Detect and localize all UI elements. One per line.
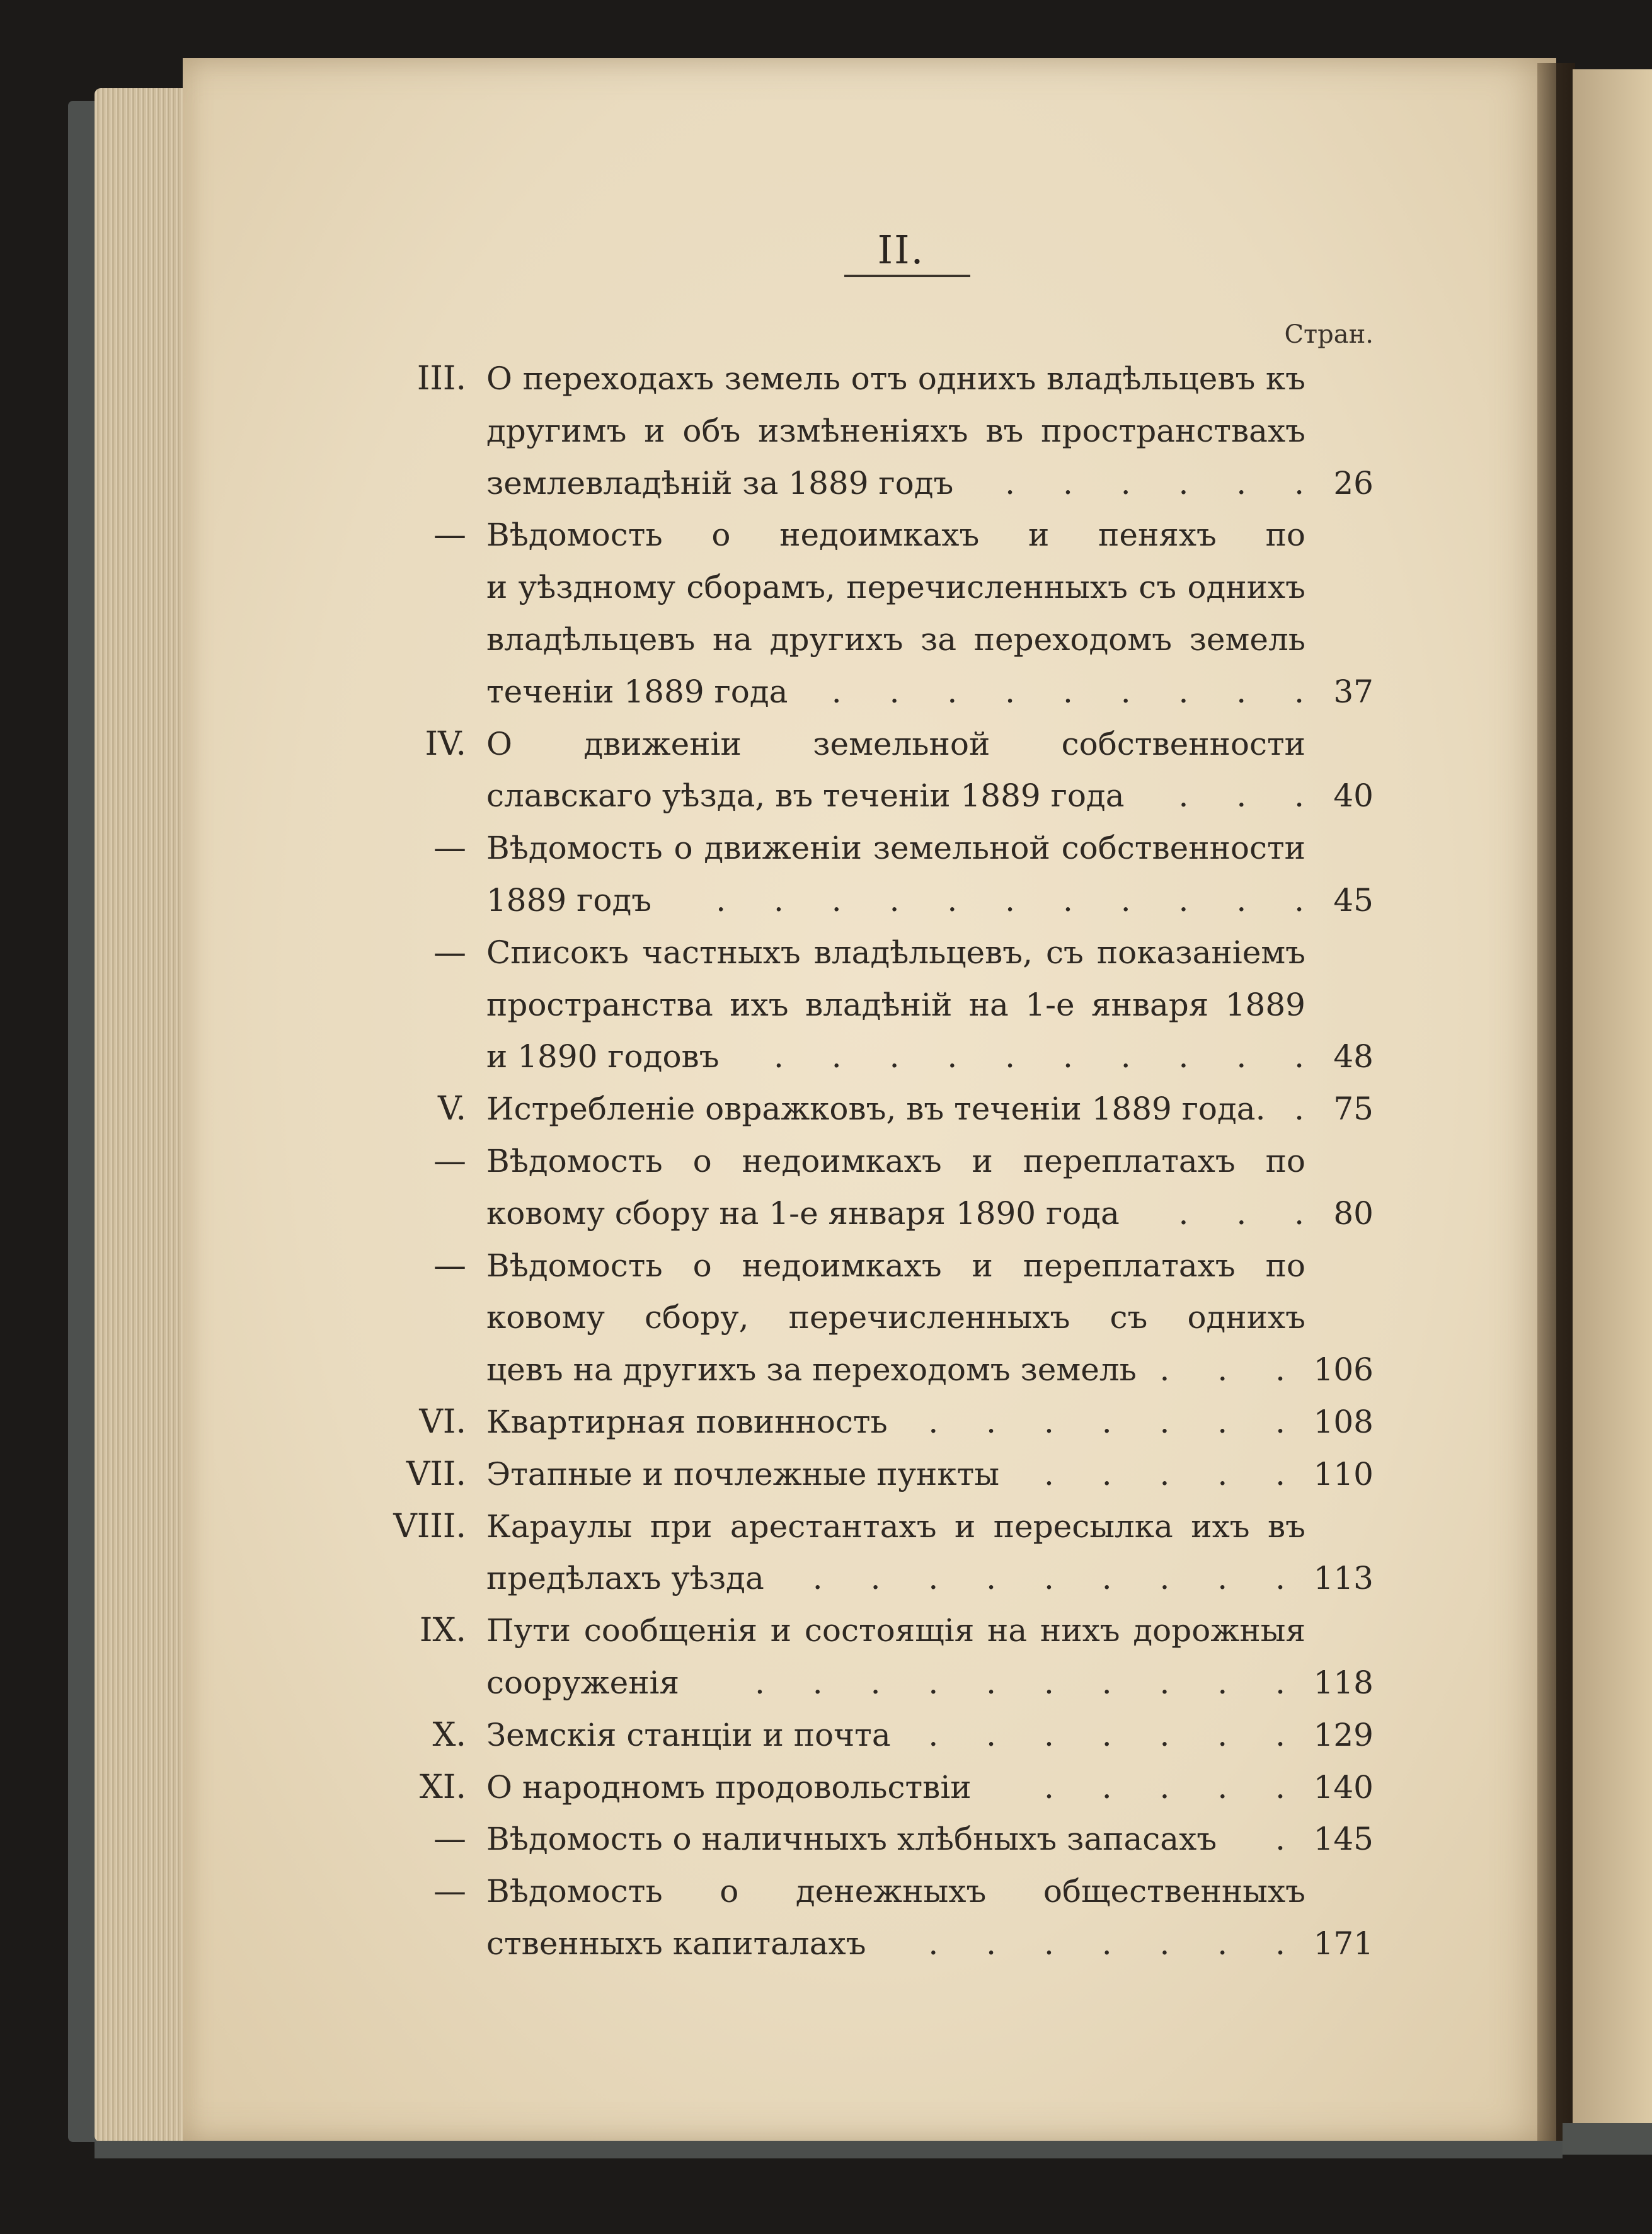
toc-entry-text: Земскiя станцiи и почта	[486, 1716, 891, 1753]
toc-entry-text: другимъ и объ измѣненiяхъ въ пространствахъ	[486, 412, 1305, 449]
toc-entry-number: III.	[416, 360, 466, 398]
page-folio: II.	[877, 227, 925, 273]
toc-page-number: 80	[1333, 1194, 1374, 1232]
toc-dot-leader: . . . . . . . . . . .	[716, 882, 1323, 919]
toc-entry-number: —	[433, 1142, 466, 1180]
toc-entry-text: Этапные и почлежные пункты	[486, 1455, 1000, 1492]
toc-page-number: 118	[1313, 1664, 1374, 1701]
toc-entry-text: и уѣздному сборамъ, перечисленныхъ съ однихъ	[486, 569, 1305, 606]
page-column-label: Стран.	[1284, 320, 1374, 349]
toc-dot-leader: . . .	[1178, 1194, 1323, 1232]
toc-dot-leader: . . . . . . . . . .	[774, 1038, 1323, 1075]
toc-entry-text: 1889 годъ	[486, 882, 652, 919]
toc-dot-leader: . . . . . . . . . .	[755, 1664, 1304, 1701]
toc-entry-text: Вѣдомость о недоимкахъ и переплатахъ по	[486, 1143, 1305, 1179]
toc-entry-number: VIII.	[393, 1507, 466, 1545]
toc-dot-leader: . . . . . . . . .	[812, 1560, 1304, 1597]
toc-entry-text: Квартирная повинность	[486, 1404, 888, 1440]
toc-page-number: 140	[1313, 1768, 1374, 1806]
toc-entry-text: цевъ на другихъ за переходомъ земель	[486, 1351, 1137, 1389]
toc-entry-text: ственныхъ капиталахъ	[486, 1925, 866, 1962]
toc-page-number: 171	[1313, 1925, 1374, 1962]
toc-entry-text: ковому сбору, перечисленныхъ съ однихъ	[486, 1299, 1305, 1336]
toc-entry-number: —	[433, 933, 466, 971]
toc-entry-text: Пути сообщенiя и состоящiя на нихъ дорожныя	[486, 1612, 1305, 1649]
toc-entry-text: предѣлахъ уѣзда	[486, 1560, 764, 1597]
toc-entry-text: Истребленiе овражковъ, въ теченiи 1889 года.	[486, 1091, 1266, 1128]
toc-entry-text: Вѣдомость о денежныхъ общественныхъ	[486, 1873, 1305, 1910]
toc-entry-number: VII.	[406, 1455, 466, 1493]
toc-dot-leader: . . .	[1178, 777, 1323, 815]
toc-dot-leader: . . . . . . .	[928, 1404, 1304, 1440]
toc-dot-leader: . . . . . . . . .	[831, 673, 1323, 710]
toc-entry-text: О движенiи земельной собственности	[486, 725, 1305, 762]
toc-entry-text: славскаго уѣзда, въ теченiи 1889 года	[486, 777, 1125, 815]
toc-dot-leader: .	[1294, 1091, 1323, 1128]
toc-dot-leader: . . . . . . .	[928, 1716, 1304, 1753]
toc-entry-number: VI.	[419, 1403, 466, 1441]
toc-dot-leader: . . .	[1159, 1351, 1304, 1389]
toc-entry-text: Вѣдомость о недоимкахъ и пеняхъ по	[486, 517, 1305, 554]
toc-page-number: 108	[1313, 1404, 1374, 1440]
toc-dot-leader: . . . . .	[1043, 1455, 1304, 1492]
toc-page-number: 106	[1313, 1351, 1374, 1389]
toc-entry-text: Вѣдомость о движенiи земельной собственности	[486, 830, 1305, 867]
toc-entry-text: О переходахъ земель отъ однихъ владѣльцевъ къ	[486, 360, 1305, 397]
toc-entry-text: землевладѣнiй за 1889 годъ	[486, 464, 954, 501]
toc-entry-number: —	[433, 829, 466, 868]
toc-entry-number: V.	[438, 1090, 466, 1128]
toc-entry-text: владѣльцевъ на другихъ за переходомъ земель	[486, 621, 1305, 658]
toc-page-number: 110	[1313, 1455, 1374, 1492]
toc-page-number: 45	[1333, 882, 1374, 919]
toc-entry-text: и 1890 годовъ	[486, 1038, 720, 1075]
toc-entry-number: X.	[432, 1716, 466, 1754]
toc-page-number: 129	[1313, 1716, 1374, 1753]
toc-entry-number: XI.	[419, 1768, 466, 1806]
toc-dot-leader: . . . . . . .	[928, 1925, 1304, 1962]
toc-entry-text: Караулы при арестантахъ и пересылка ихъ въ	[486, 1508, 1305, 1545]
toc-dot-leader: . . . . . .	[1005, 464, 1323, 501]
toc-page-number: 40	[1333, 777, 1374, 815]
toc-dot-leader: . . . . .	[1043, 1768, 1304, 1806]
toc-page-number: 48	[1333, 1038, 1374, 1075]
toc-page-number: 113	[1313, 1560, 1374, 1597]
toc-entry-text: Списокъ частныхъ владѣльцевъ, съ показанiемъ	[486, 934, 1305, 971]
toc-entry-text: теченiи 1889 года	[486, 673, 788, 710]
toc-page-number: 75	[1333, 1091, 1374, 1128]
toc-entry-text: Вѣдомость о недоимкахъ и переплатахъ по	[486, 1247, 1305, 1284]
toc-page-number: 145	[1313, 1821, 1374, 1858]
toc-entry-text: сооруженiя	[486, 1664, 680, 1701]
toc-entry-text: Вѣдомость о наличныхъ хлѣбныхъ запасахъ	[486, 1821, 1217, 1858]
toc-entry-number: —	[433, 516, 466, 554]
toc-entry-text: пространства ихъ владѣнiй на 1-е января 1889	[486, 986, 1305, 1023]
toc-dot-leader: .	[1275, 1821, 1304, 1858]
toc-entry-text: ковому сбору на 1-е января 1890 года	[486, 1194, 1120, 1232]
toc-entry-number: —	[433, 1872, 466, 1911]
toc-page-number: 37	[1333, 673, 1374, 710]
toc-entry-number: —	[433, 1820, 466, 1859]
toc-entry-number: IX.	[419, 1612, 466, 1650]
toc-entry-number: IV.	[425, 725, 466, 763]
toc-entry-number: —	[433, 1246, 466, 1285]
toc-page-number: 26	[1333, 464, 1374, 501]
toc-entry-text: О народномъ продовольствiи	[486, 1768, 972, 1806]
